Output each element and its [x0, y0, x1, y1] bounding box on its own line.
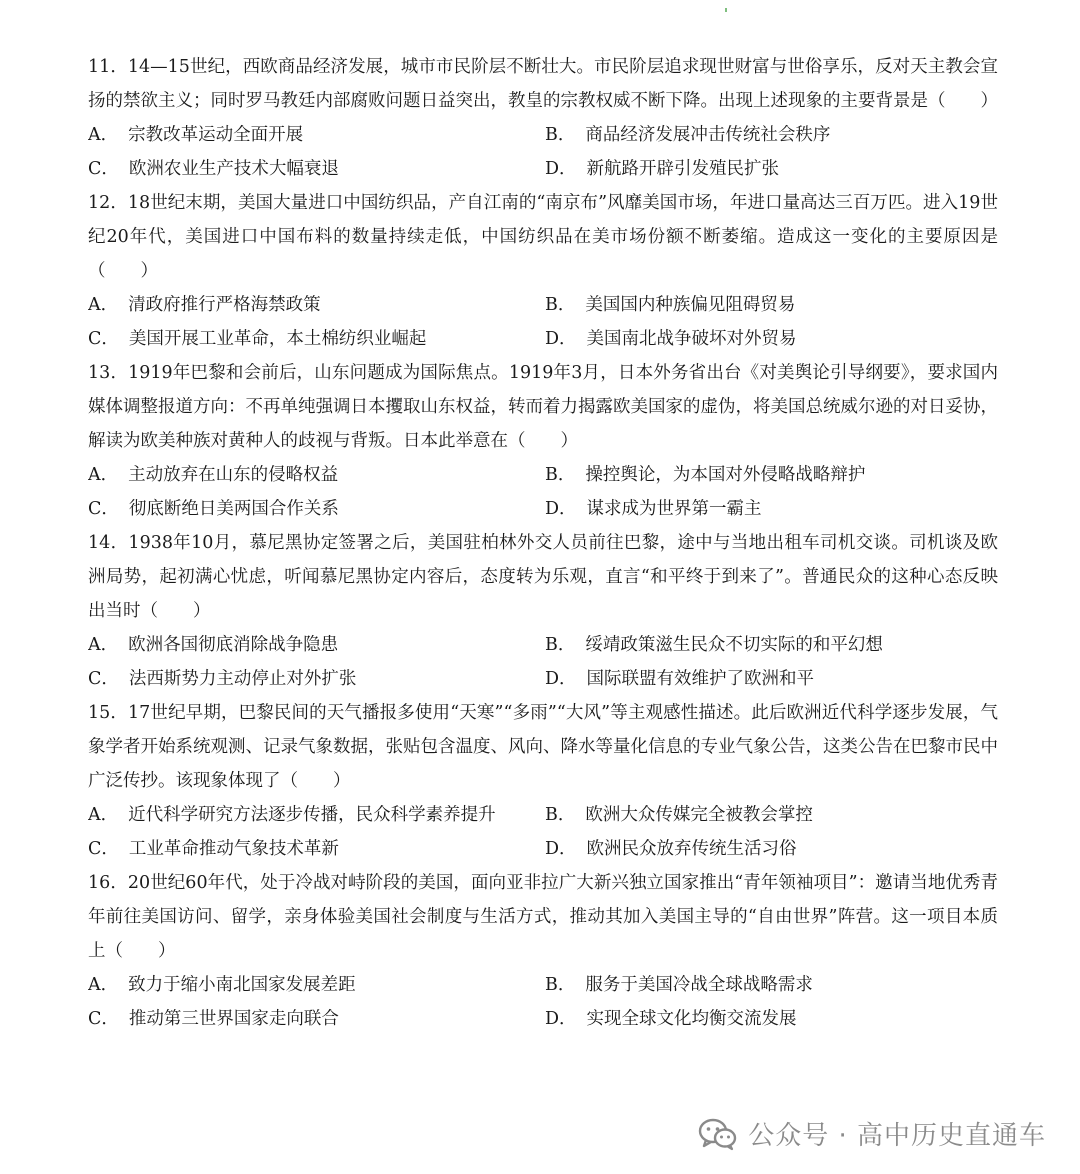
option-letter: D． [545, 1009, 577, 1029]
option-b [545, 118, 998, 152]
question-stem: 16．20世纪60年代，处于冷战对峙阶段的美国，面向亚非拉广大新兴独立国家推出“青年领袖项目”：邀请当地优秀青年前往美国访问、留学，亲身体验美国社会制度与生活方式，推动其加入美国主导的“自由世界”阵营。这一项目本质上（ ） [88, 873, 998, 961]
option-text: 美国开展工业革命，本土棉纺织业崛起 [128, 329, 427, 349]
option-letter: A． [88, 295, 119, 315]
question-12 [88, 186, 998, 356]
option-d [545, 322, 998, 356]
option-b [545, 968, 998, 1002]
option-c [88, 662, 545, 696]
options-grid [88, 798, 998, 866]
option-letter: A． [88, 805, 119, 825]
option-text: 近代科学研究方法逐步传播，民众科学素养提升 [128, 805, 496, 825]
option-letter: C． [88, 499, 119, 519]
option-text: 谋求成为世界第一霸主 [586, 499, 762, 519]
option-d [545, 832, 998, 866]
option-text: 国际联盟有效维护了欧洲和平 [586, 669, 815, 689]
question-15 [88, 696, 998, 866]
option-a [88, 798, 545, 832]
option-text: 欧洲民众放弃传统生活习俗 [586, 839, 797, 859]
option-letter: C． [88, 159, 119, 179]
options-grid [88, 458, 998, 526]
option-text: 实现全球文化均衡交流发展 [586, 1009, 797, 1029]
option-letter: B． [545, 975, 576, 995]
option-text: 致力于缩小南北国家发展差距 [128, 975, 356, 995]
option-letter: B． [545, 635, 576, 655]
option-letter: D． [545, 669, 577, 689]
option-letter: D． [545, 329, 577, 349]
watermark-text: 公众号 · 高中历史直通车 [748, 1121, 1046, 1151]
options-grid [88, 968, 998, 1036]
option-text: 欧洲农业生产技术大幅衰退 [128, 159, 339, 179]
options-grid [88, 628, 998, 696]
option-a [88, 288, 545, 322]
question-stem: 15．17世纪早期，巴黎民间的天气播报多使用“天寒”“多雨”“大风”等主观感性描述。此后欧洲近代科学逐步发展，气象学者开始系统观测、记录气象数据，张贴包含温度、风向、降水等量化信息的专业气象公告，这类公告在巴黎市民中广泛传抄。该现象体现了（ ） [88, 703, 998, 791]
question-stem: 13．1919年巴黎和会前后，山东问题成为国际焦点。1919年3月，日本外务省出台《对美舆论引导纲要》，要求国内媒体调整报道方向：不再单纯强调日本攫取山东权益，转而着力揭露欧美国家的虚伪，将美国总统威尔逊的对日妥协，解读为欧美种族对黄种人的歧视与背叛。日本此举意在（ ） [88, 363, 998, 451]
option-d [545, 662, 998, 696]
option-letter: B． [545, 125, 576, 145]
option-text: 欧洲各国彻底消除战争隐患 [128, 635, 339, 655]
option-c [88, 1002, 545, 1036]
option-text: 工业革命推动气象技术革新 [128, 839, 339, 859]
option-text: 新航路开辟引发殖民扩张 [586, 159, 780, 179]
option-letter: C． [88, 329, 119, 349]
option-c [88, 832, 545, 866]
options-grid [88, 288, 998, 356]
option-text: 彻底断绝日美两国合作关系 [128, 499, 339, 519]
option-d [545, 152, 998, 186]
option-a [88, 458, 545, 492]
option-b [545, 628, 998, 662]
option-letter: A． [88, 465, 119, 485]
option-letter: A． [88, 125, 119, 145]
options-grid [88, 118, 998, 186]
exam-page [88, 50, 998, 1036]
option-text: 宗教改革运动全面开展 [128, 125, 304, 145]
option-text: 法西斯势力主动停止对外扩张 [128, 669, 357, 689]
option-d [545, 492, 998, 526]
option-letter: A． [88, 635, 119, 655]
option-letter: C． [88, 839, 119, 859]
option-letter: D． [545, 159, 577, 179]
option-b [545, 458, 998, 492]
option-letter: C． [88, 1009, 119, 1029]
question-stem: 11．14—15世纪，西欧商品经济发展，城市市民阶层不断壮大。市民阶层追求现世财富与世俗享乐，反对天主教会宣扬的禁欲主义；同时罗马教廷内部腐败问题日益突出，教皇的宗教权威不断下降。出现上述现象的主要背景是（ ） [88, 57, 998, 111]
option-text: 推动第三世界国家走向联合 [128, 1009, 339, 1029]
question-14 [88, 526, 998, 696]
option-text: 服务于美国冷战全球战略需求 [585, 975, 813, 995]
option-text: 商品经济发展冲击传统社会秩序 [585, 125, 831, 145]
option-text: 主动放弃在山东的侵略权益 [128, 465, 339, 485]
option-d [545, 1002, 998, 1036]
option-b [545, 798, 998, 832]
option-c [88, 152, 545, 186]
option-letter: C． [88, 669, 119, 689]
question-stem: 12．18世纪末期，美国大量进口中国纺织品，产自江南的“南京布”风靡美国市场，年进口量高达三百万匹。进入19世纪20年代，美国进口中国布料的数量持续走低，中国纺织品在美市场份额不断萎缩。造成这一变化的主要原因是（ ） [88, 193, 998, 281]
watermark [698, 1115, 1046, 1152]
option-a [88, 118, 545, 152]
option-text: 美国国内种族偏见阻碍贸易 [585, 295, 796, 315]
question-16 [88, 866, 998, 1036]
wechat-icon [698, 1117, 738, 1151]
option-letter: B． [545, 465, 576, 485]
option-text: 清政府推行严格海禁政策 [128, 295, 321, 315]
question-stem: 14．1938年10月，慕尼黑协定签署之后，美国驻柏林外交人员前往巴黎，途中与当地出租车司机交谈。司机谈及欧洲局势，起初满心忧虑，听闻慕尼黑协定内容后，态度转为乐观，直言“和平终于到来了”。普通民众的这种心态反映出当时（ ） [88, 533, 998, 621]
option-b [545, 288, 998, 322]
option-text: 美国南北战争破坏对外贸易 [586, 329, 797, 349]
option-text: 欧洲大众传媒完全被教会掌控 [585, 805, 813, 825]
option-c [88, 322, 545, 356]
option-a [88, 968, 545, 1002]
question-13 [88, 356, 998, 526]
option-letter: A． [88, 975, 119, 995]
question-11 [88, 50, 998, 186]
option-c [88, 492, 545, 526]
option-letter: D． [545, 839, 577, 859]
option-text: 绥靖政策滋生民众不切实际的和平幻想 [585, 635, 883, 655]
option-letter: B． [545, 295, 576, 315]
option-letter: D． [545, 499, 577, 519]
option-letter: B． [545, 805, 576, 825]
scan-mark [725, 8, 727, 12]
option-text: 操控舆论，为本国对外侵略战略辩护 [585, 465, 866, 485]
option-a [88, 628, 545, 662]
